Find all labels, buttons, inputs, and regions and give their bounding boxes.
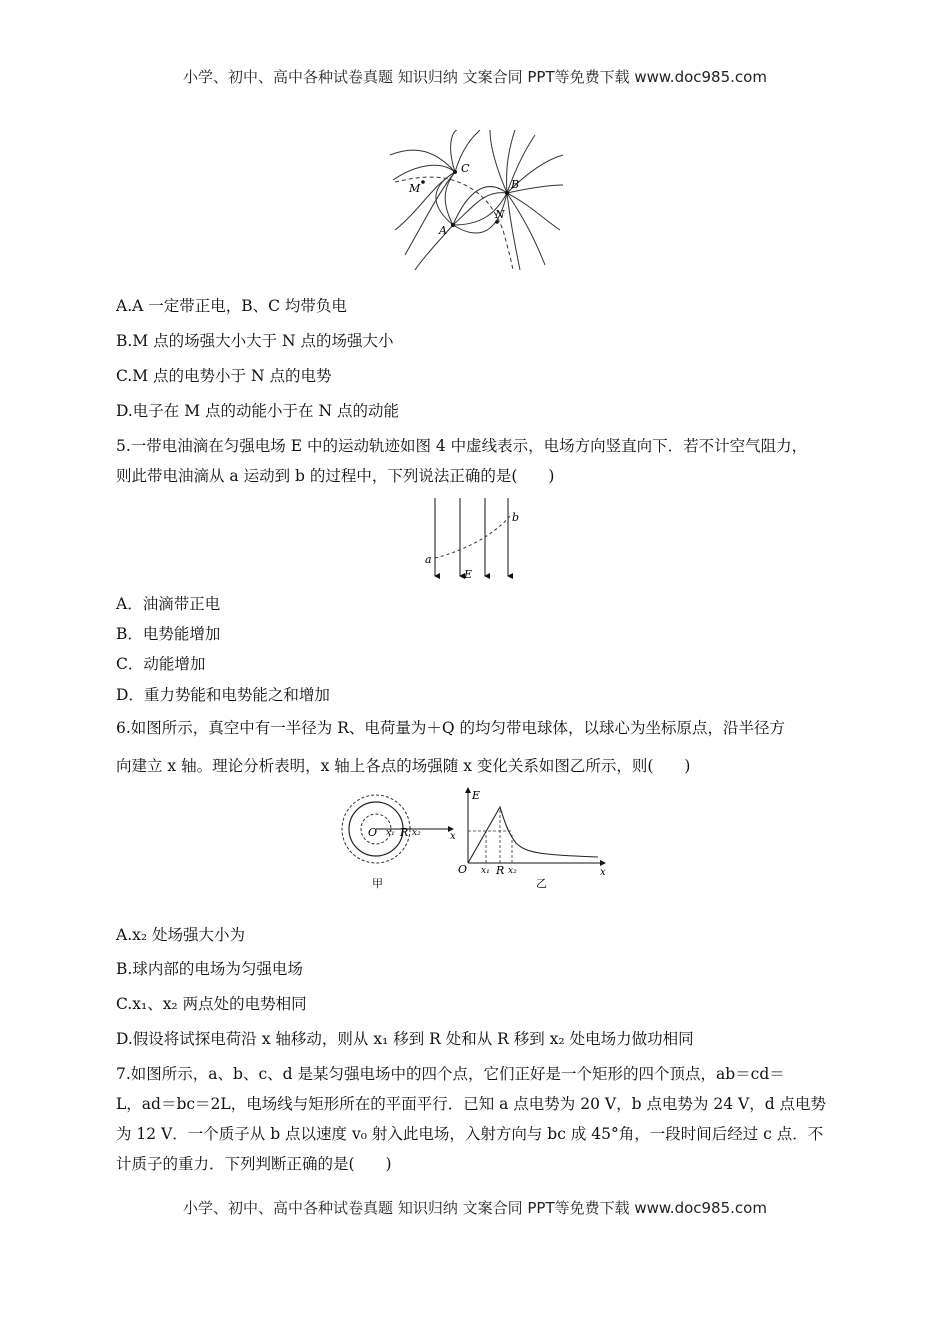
q5-option-c: C．动能增加	[116, 655, 206, 673]
sphere-field-figure	[336, 785, 616, 895]
page-footer: 小学、初中、高中各种试卷真题 知识归纳 文案合同 PPT等免费下载 www.doc985.com	[183, 1199, 767, 1217]
label-N: N	[495, 208, 505, 221]
q4-option-c: C.M 点的电势小于 N 点的电势	[116, 367, 332, 385]
q5-stem-line2: 则此带电油滴从 a 运动到 b 的过程中，下列说法正确的是( )	[116, 467, 555, 485]
q7-stem-line4: 计质子的重力．下列判断正确的是( )	[116, 1155, 392, 1173]
fig-jia-O: O	[368, 826, 378, 839]
page-header: 小学、初中、高中各种试卷真题 知识归纳 文案合同 PPT等免费下载 www.doc985.com	[183, 68, 767, 86]
q5-option-b: B．电势能增加	[116, 625, 221, 643]
q4-option-d: D.电子在 M 点的动能小于在 N 点的动能	[116, 402, 399, 420]
fig-yi-x2: x₂	[508, 866, 517, 876]
fig-yi-x1: x₁	[481, 866, 490, 876]
fig-jia-R: R	[400, 826, 409, 839]
q6-stem-line1: 6.如图所示，真空中有一半径为 R、电荷量为＋Q 的均匀带电球体，以球心为坐标原点，沿半径方	[116, 719, 786, 737]
q6-option-b: B.球内部的电场为匀强电场	[116, 960, 303, 978]
field-lines-figure	[385, 130, 565, 275]
fig-yi-caption: 乙	[536, 877, 547, 890]
q6-option-c: C.x₁、x₂ 两点处的电势相同	[116, 995, 307, 1013]
q5-stem-line1: 5.一带电油滴在匀强电场 E 中的运动轨迹如图 4 中虚线表示，电场方向竖直向下．若不计空气阻力，	[116, 437, 808, 455]
q6-option-d: D.假设将试探电荷沿 x 轴移动，则从 x₁ 移到 R 处和从 R 移到 x₂ 处电场力做功相同	[116, 1030, 694, 1048]
q5-option-d: D．重力势能和电势能之和增加	[116, 686, 330, 704]
fig-yi-E: E	[472, 789, 481, 802]
q4-option-b: B.M 点的场强大小大于 N 点的场强大小	[116, 332, 394, 350]
uniform-field-figure	[418, 496, 528, 584]
fig-jia-x2: x₂	[412, 828, 421, 838]
label-a: a	[425, 553, 432, 566]
label-M: M	[409, 182, 421, 195]
fig-jia-x: x	[450, 831, 456, 842]
label-B: B	[511, 178, 520, 191]
q7-stem-line3: 为 12 V．一个质子从 b 点以速度 v₀ 射入此电场，入射方向与 bc 成 45°角，一段时间后经过 c 点．不	[116, 1125, 824, 1143]
q4-option-a: A.A 一定带正电，B、C 均带负电	[116, 297, 347, 315]
fig-jia-caption: 甲	[372, 877, 383, 890]
q6-stem-line2: 向建立 x 轴。理论分析表明，x 轴上各点的场强随 x 变化关系如图乙所示，则( )	[116, 757, 691, 775]
q6-option-a: A.x₂ 处场强大小为	[116, 926, 246, 944]
q7-stem-line1: 7.如图所示，a、b、c、d 是某匀强电场中的四个点，它们正好是一个矩形的四个顶点，ab＝cd＝	[116, 1065, 785, 1083]
fig-jia-x1: x₁	[386, 828, 395, 838]
q5-option-a: A．油滴带正电	[116, 595, 221, 613]
fig-yi-R: R	[496, 864, 505, 877]
fig-yi-O: O	[458, 863, 468, 876]
label-A: A	[439, 224, 447, 237]
fig-yi-x: x	[600, 867, 606, 878]
label-C: C	[461, 162, 470, 175]
label-b: b	[512, 511, 520, 524]
label-E: E	[464, 568, 473, 581]
q7-stem-line2: L，ad＝bc＝2L，电场线与矩形所在的平面平行．已知 a 点电势为 20 V，b 点电势为 24 V，d 点电势	[116, 1095, 827, 1113]
